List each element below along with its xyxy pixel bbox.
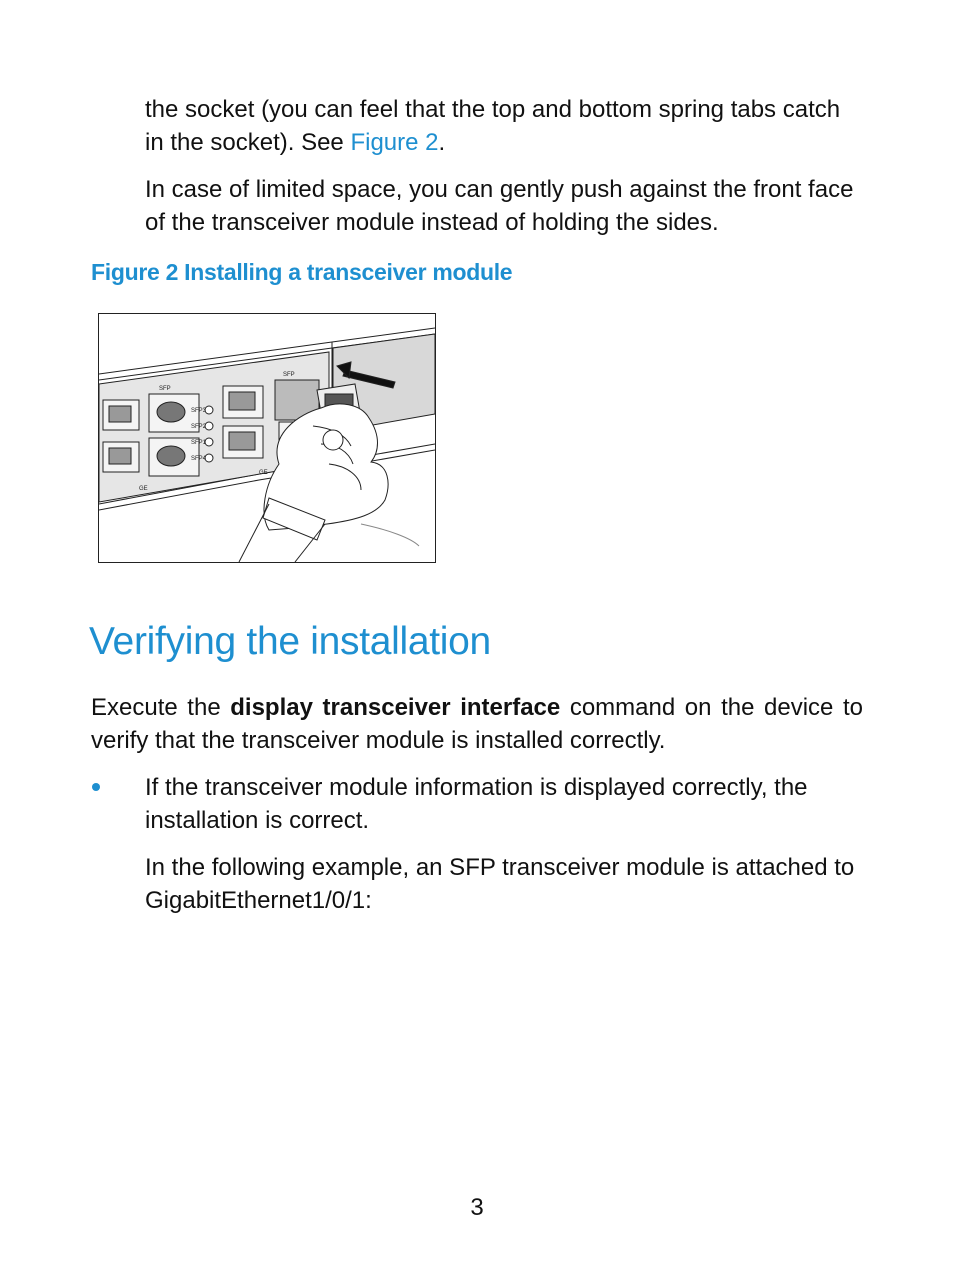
fig-label-ge-left: GE — [139, 486, 148, 492]
paragraph-socket-text: the socket (you can feel that the top and bottom spring tabs catch in the socket). See — [145, 96, 841, 156]
fig-label-sfp2: SFP2 — [191, 424, 207, 430]
paragraph-socket-end: . — [438, 129, 446, 156]
fig-label-sfp-right: SFP — [283, 372, 295, 378]
paragraph-socket — [145, 93, 865, 159]
fig-label-sfp3: SFP3 — [191, 408, 207, 414]
paragraph-execute-before: Execute the — [91, 694, 231, 721]
section-title: Verifying the installation — [89, 620, 491, 663]
bullet-item: If the transceiver module information is displayed correctly, the installation is correct. — [145, 774, 808, 834]
fig-label-ge-right: GE — [259, 470, 268, 476]
paragraph-example: In the following example, an SFP transceiver module is attached to GigabitEthernet1/0/1: — [145, 854, 855, 914]
command-text: display transceiver interface — [230, 694, 561, 721]
paragraph-limited-space: In case of limited space, you can gently push against the front face of the transceiver module instead of holding the sides. — [145, 176, 854, 236]
page-number: 3 — [470, 1194, 484, 1221]
fig-label-sfp-left: SFP — [159, 386, 171, 392]
transceiver-figure — [98, 313, 436, 563]
paragraph-execute — [91, 691, 863, 757]
bullet-icon — [92, 783, 100, 791]
figure-caption: Figure 2 Installing a transceiver module — [91, 259, 513, 285]
figure-2-link[interactable]: Figure 2 — [350, 129, 439, 156]
transceiver-illustration — [99, 314, 435, 562]
fig-label-sfp1: SFP1 — [191, 440, 207, 446]
paragraph-execute-after: command on the device to verify that the transceiver module is installed correctly. — [91, 694, 863, 754]
fig-label-sfp4: SFP4 — [191, 456, 207, 462]
